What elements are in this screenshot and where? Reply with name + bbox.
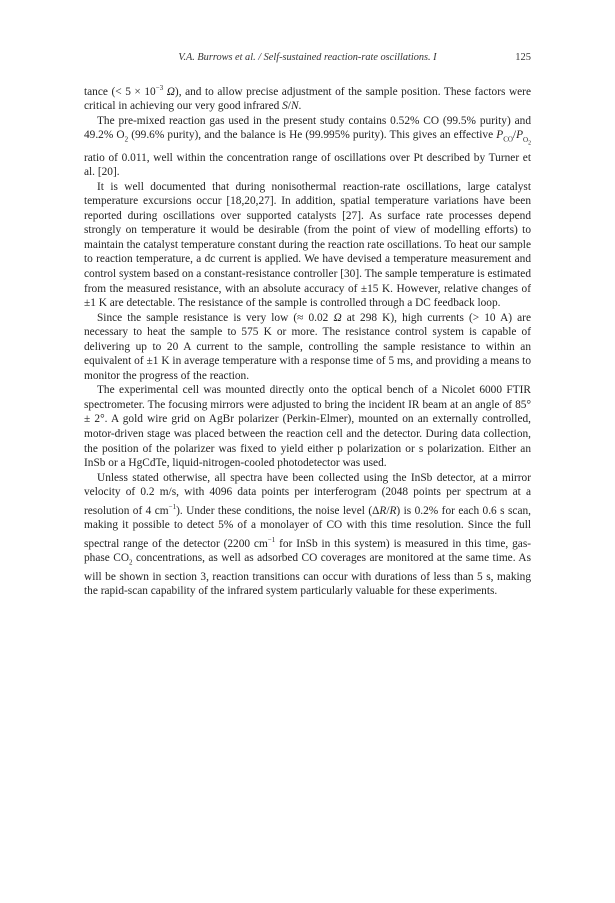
- running-head: [84, 52, 531, 70]
- paragraph-p2: It is well documented that during nonisothermal reaction-rate oscillations, large catalyst temperature excursions occur [18,20,27]. In addition, spatial temperature variations have been reported during oscillations over supported catalysts [27]. As surface rate processes depend strongly on temperature it would be desirable (from the point of view of modelling efforts) to maintain the catalyst temperature constant during the reaction rate oscillations. To heat our sample to reaction temperature, a dc current is applied. We have devised a temperature measurement and control system based on a constant-resistance controller [30]. The sample temperature is estimated from the measured resistance, with an absolute accuracy of ±15 K. However, relative changes of ±1 K are detectable. The resistance of the sample is controlled through a DC feedback loop.: [84, 180, 531, 310]
- body-text: [84, 81, 531, 599]
- paragraph-p0: tance (< $5 \times 10^{-3}$ Ω), and to allow precise adjustment of the sample position. These factors were critical in achieving our very good infrared S/N.: [84, 84, 531, 113]
- paragraph-p1: The pre-mixed reaction gas used in the present study contains 0.52% CO (99.5% purity) and 49.2% $O_2$ (99.6% purity), and the balance is He (99.995% purity). This gives an effective $P_{CO}/P_{O_2}$ ratio of 0.011, well within the concentration range of oscillations over Pt described by Turner et al. [20].: [84, 114, 531, 179]
- journal-page: [84, 52, 531, 599]
- paragraph-p5: Unless stated otherwise, all spectra have been collected using the InSb detector, at a mirror velocity of 0.2 m/s, with 4096 data points per interferogram (2048 points per spectrum at a resolution of 4 $cm^{-1}$). Under these conditions, the noise level (ΔR/R) is 0.2% for each 0.6 s scan, making it possible to detect 5% of a monolayer of CO with this time resolution. Since the full spectral range of the detector (2200 $cm^{-1}$ for InSb in this system) is measured in this time, gas-phase $CO_2$ concentrations, as well as adsorbed CO coverages are monitored at the same time. As will be shown in section 3, reaction transitions can occur with durations of less than 5 s, making the rapid-scan capability of the infrared system particularly valuable for these experiments.: [84, 471, 532, 598]
- page-number: 125: [515, 52, 531, 63]
- paragraph-p3: Since the sample resistance is very low (≈ 0.02 Ω at 298 K), high currents (> 10 A) are necessary to heat the sample to 575 K or more. The resistance control system is capable of delivering up to 20 A current to the sample, controlling the sample resistance to within an equivalent of ±1 K in average temperature with a response time of 5 ms, and providing a means to monitor the progress of the reaction.: [84, 311, 531, 382]
- running-head-title: V.A. Burrows et al. / Self-sustained reaction-rate oscillations. I: [178, 52, 437, 63]
- paragraph-p4: The experimental cell was mounted directly onto the optical bench of a Nicolet 6000 FTIR spectrometer. The focusing mirrors were adjusted to bring the incident IR beam at an angle of 85° ± 2°. A gold wire grid on AgBr polarizer (Perkin-Elmer), mounted on an externally controlled, motor-driven stage was placed between the reaction cell and the detector. During data collection, the position of the polarizer was fixed to yield either p polarization or s polarization. Either an InSb or a HgCdTe, liquid-nitrogen-cooled photodetector was used.: [84, 384, 531, 470]
